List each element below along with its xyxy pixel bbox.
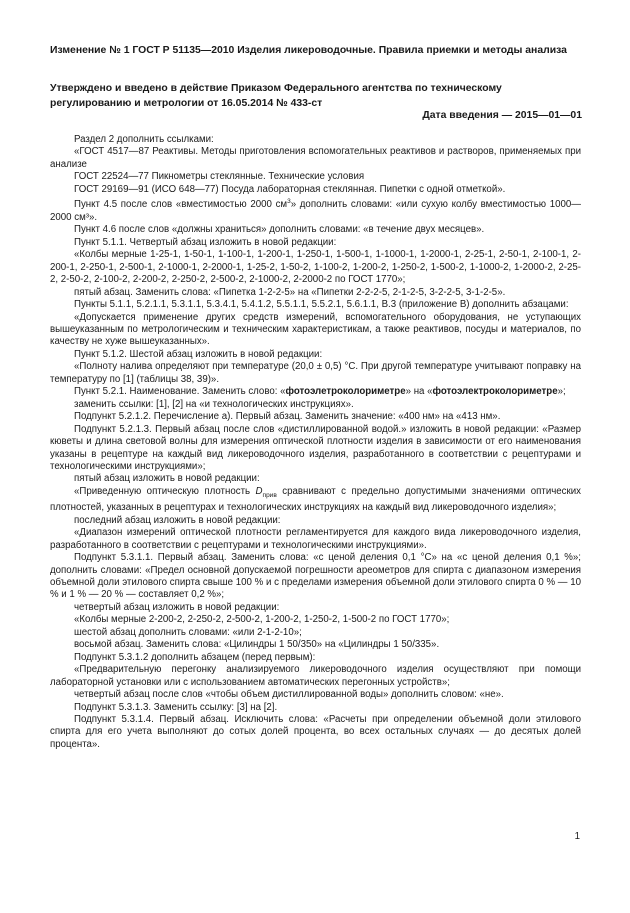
paragraph: заменить ссылки: [1], [2] на «и технологических инструкциях». [74, 398, 354, 410]
paragraph: Пункты 5.1.1, 5.2.1.1, 5.3.1.1, 5.3.4.1, 5.4.1.2, 5.5.1.1, 5.5.2.1, 5.6.1.1, В.3 (приложение В) дополнить абзацами: [74, 299, 569, 311]
document-title: Изменение № 1 ГОСТ Р 51135—2010 Изделия ликероводочные. Правила приемки и методы анализа [50, 45, 567, 56]
text-run: сравнивают с предельно допустимыми значениями оптических плотностей, указанных в рецептурах и технологических инструкциях на каждый вид ликероводочного изделия»; [50, 485, 582, 514]
paragraph: «Колбы мерные 1-25-1, 1-50-1, 1-100-1, 1-200-1, 1-250-1, 1-500-1, 1-1000-1, 1-2000-1, 2-25-1, 2-50-1, 2-100-1, 2-200-1, 2-250-1, 2-500-1, 2-1000-1, 2-2000-1, 1-25-2, 1-50-2, 1-100-2, 1-200-2, 1-250-2, 1-500-2, 1-1000-2, 1-2000-2, 2-25-2, 2-50-2, 2-100-2, 2-200-2, 2-250-2, 2-500-2, 2-1000-2, 2-2000-2 по ГОСТ 1770»; [50, 249, 581, 286]
paragraph: Подпункт 5.2.1.2. Перечисление а). Первый абзац. Заменить значение: «400 нм» на «413 нм». [74, 411, 501, 423]
text-run: » дополнить словами: «или сухую колбу вместимостью 1000—2000 см³». [50, 199, 581, 223]
page-number: 1 [574, 831, 580, 842]
paragraph: Подпункт 5.3.1.1. Первый абзац. Заменить слова: «с ценой деления 0,1 °С» на «с ценой деления 0,1 %»; дополнить словами: «Предел основной допускаемой погрешности ареометров для спирта с диапазоном измерения объемной доли этилового спирта свыше 100 % и с пределами измерения объемной доли этилового спирта 0 % — 10 % и 1 % — 20 % — составляет 0,2 %»; [50, 552, 581, 601]
paragraph: пятый абзац. Заменить слова: «Пипетка 1-2-2-5» на «Пипетки 2-2-2-5, 2-1-2-5, 3-2-2-5, 3-1-2-5». [74, 286, 506, 298]
paragraph: ГОСТ 29169—91 (ИСО 648—77) Посуда лабораторная стеклянная. Пипетки с одной отметкой». [74, 183, 506, 195]
paragraph: Подпункт 5.3.1.2 дополнить абзацем (перед первым): [74, 651, 316, 663]
text-run: «Приведенную оптическую плотность [74, 485, 256, 497]
paragraph [50, 386, 581, 398]
paragraph: «ГОСТ 4517—87 Реактивы. Методы приготовления вспомогательных реактивов и растворов, применяемых при анализе [50, 146, 581, 170]
subscript: прив [262, 491, 277, 499]
text-run: » на « [405, 386, 433, 398]
paragraph: Подпункт 5.3.1.4. Первый абзац. Исключить слова: «Расчеты при определении объемной доли этилового спирта для его учета выполняют до сотых долей процента, во всех остальных случаях — до десятых долей процента». [50, 714, 581, 750]
paragraph: пятый абзац изложить в новой редакции: [74, 473, 260, 485]
paragraph: Пункт 5.1.2. Шестой абзац изложить в новой редакции: [74, 348, 323, 360]
paragraph: «Колбы мерные 2-200-2, 2-250-2, 2-500-2, 1-200-2, 1-250-2, 1-500-2 по ГОСТ 1770»; [74, 614, 450, 626]
approval-note: Утверждено и введено в действие Приказом Федерального агентства по техническому регулированию и метрологии от 16.05.2014 № 433-ст [50, 83, 502, 109]
paragraph: четвертый абзац после слов «чтобы объем дистиллированной воды» дополнить словом: «не». [74, 689, 504, 701]
paragraph [50, 196, 581, 224]
paragraph: шестой абзац дополнить словами: «или 2-1-2-10»; [74, 626, 302, 638]
formula-variable: D [255, 485, 263, 497]
paragraph: ГОСТ 22524—77 Пикнометры стеклянные. Технические условия [74, 171, 365, 183]
paragraph: Подпункт 5.3.1.3. Заменить ссылку: [3] на [2]. [74, 701, 278, 713]
paragraph: восьмой абзац. Заменить слова: «Цилиндры 1 50/350» на «Цилиндры 1 50/335». [74, 639, 440, 651]
text-run: »; [557, 386, 566, 398]
paragraph: «Полноту налива определяют при температуре (20,0 ± 0,5) °С. При другой температуре учитывают поправку на температуру по [1] (таблицы 38, 39)». [50, 361, 581, 385]
bold-term: фотоэлетроколориметре [285, 386, 406, 398]
effective-date: Дата введения — 2015—01—01 [422, 110, 582, 121]
paragraph: «Допускается применение других средств измерений, вспомогательного оборудования, не уступающих вышеуказанным по метрологическим и техническим характеристикам, а также реактивов, посуды и материалов, по качеству не хуже вышеуказанных». [50, 311, 581, 348]
superscript: 3 [287, 198, 291, 206]
paragraph: Пункт 4.6 после слов «должны храниться» дополнить словами: «в течение двух месяцев». [74, 224, 485, 236]
paragraph: последний абзац изложить в новой редакции: [74, 514, 281, 526]
text-run: Пункт 4.5 после слов «вместимостью 2000 см [74, 199, 288, 211]
bold-term: фотоэлектроколориметре [432, 386, 558, 398]
paragraph [50, 486, 581, 515]
paragraph: «Диапазон измерений оптической плотности регламентируется для каждого вида ликероводочного изделия, разработанного в соответствии с рецептурами и технологическими инструкциями». [50, 527, 581, 551]
document-body [50, 134, 581, 751]
paragraph: Раздел 2 дополнить ссылками: [74, 134, 214, 145]
paragraph: четвертый абзац изложить в новой редакции: [74, 601, 280, 613]
paragraph: «Предварительную перегонку анализируемого ликероводочного изделия осуществляют при помощи лабораторной установки или с использованием автоматических перегонных устройств»; [50, 664, 581, 688]
text-run: Пункт 5.2.1. Наименование. Заменить слово: « [74, 386, 286, 398]
paragraph: Пункт 5.1.1. Четвертый абзац изложить в новой редакции: [74, 236, 337, 248]
paragraph: Подпункт 5.2.1.3. Первый абзац после слов «дистиллированной водой.» изложить в новой редакции: «Размер кюветы и длина световой волны для измерения оптической плотности изделия в зависимости от его наименования указаны в рецептуре на каждый вид ликероводочного изделия, разработанного в соответствии с рецептурами и технологическими инструкциями»; [50, 423, 581, 473]
